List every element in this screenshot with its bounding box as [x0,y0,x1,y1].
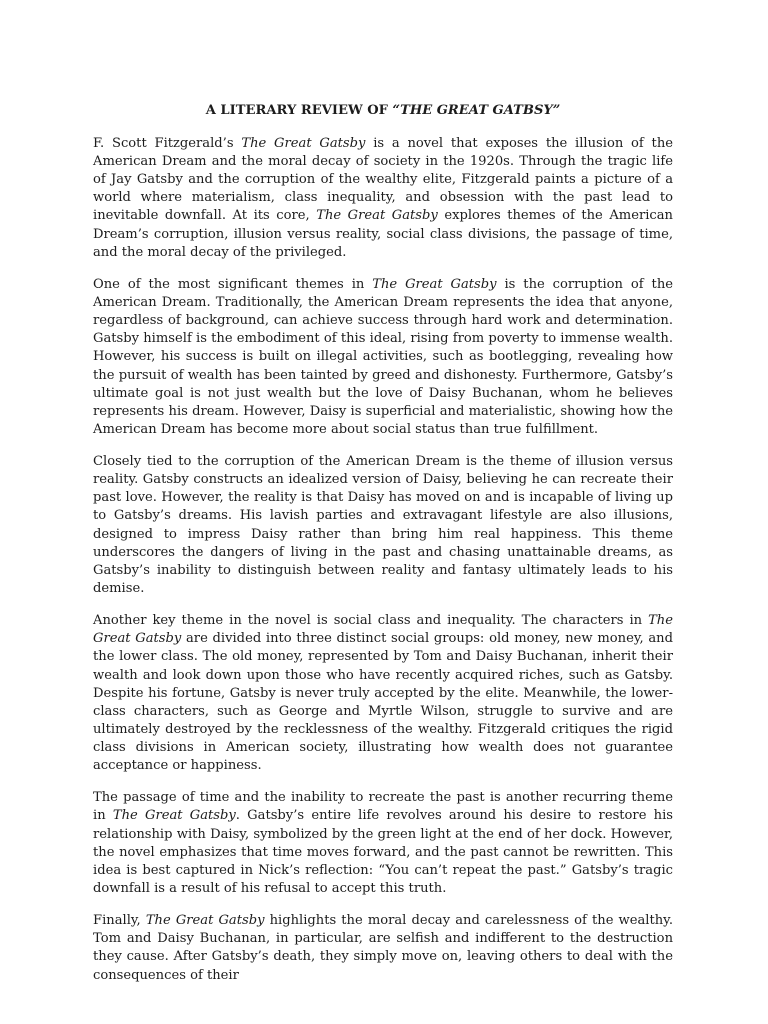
paragraph-text: Finally, [93,913,146,929]
italic-title-text: The Great Gatsby [316,208,438,224]
paragraph-text: One of the most significant themes in [93,277,373,293]
paragraph [93,135,673,262]
paragraph [93,612,673,775]
document-body [93,135,673,985]
document-title [93,102,673,120]
paragraph-text: . Gatsby’s entire life revolves around his desire to restore his relationship with Daisy, symbolized by the green light at the end of her dock. However, the novel emphasizes that time moves forward, and the past cannot be rewritten. This idea is best captured in Nick’s reflection: “You can’t repeat the past.” Gatsby’s tragic downfall is a result of his refusal to accept this truth. [93,808,674,896]
paragraph-text: is the corruption of the American Dream. Traditionally, the American Dream represents the idea that anyone, regardless of background, can achieve success through hard work and determination. Gatsby himself is the embodiment of this ideal, rising from poverty to immense wealth. However, his success is built on illegal activities, such as bootlegging, revealing how the pursuit of wealth has been tainted by greed and dishonesty. Furthermore, Gatsby’s ultimate goal is not just wealth but the love of Daisy Buchanan, whom he believes represents his dream. However, Daisy is superficial and materialistic, showing how the American Dream has become more about social status than true fulfillment. [93,277,673,437]
paragraph-text: is a novel that exposes the illusion of the American Dream and the moral decay of society in the 1920s. Through the tragic life of Jay Gatsby and the corruption of the wealthy elite, Fitzgerald paints a picture of a world where materialism, class inequality, and obsession with the past lead to inevitable downfall. At its core, [93,136,673,224]
paragraph [93,912,673,984]
paragraph-text: are divided into three distinct social groups: old money, new money, and the lower class. The old money, represented by Tom and Daisy Buchanan, inherit their wealth and look down upon those who have recently acquired riches, such as Gatsby. Despite his fortune, Gatsby is never truly accepted by the elite. Meanwhile, the lower-class characters, such as George and Myrtle Wilson, struggle to survive and are ultimately destroyed by the recklessness of the wealthy. Fitzgerald critiques the rigid class divisions in American society, illustrating how wealth does not guarantee acceptance or happiness. [93,631,673,773]
paragraph-text: explores themes of the American Dream’s corruption, illusion versus reality, social class divisions, the passage of time, and the moral decay of the privileged. [93,208,673,260]
paragraph [93,453,673,598]
italic-title-text: The Great Gatsby [93,613,673,647]
italic-title-text: The Great Gatsby [112,808,236,824]
document-page [93,102,673,999]
title-prefix: A LITERARY REVIEW OF [205,103,393,118]
paragraph-text: highlights the moral decay and carelessness of the wealthy. Tom and Daisy Buchanan, in particular, are selfish and indifferent to the destruction they cause. After Gatsby’s death, they simply move on, leaving others to deal with the consequences of their [93,913,673,983]
italic-title-text: The Great Gatsby [145,913,265,929]
paragraph-text: The passage of time and the inability to recreate the past is another recurring theme in [93,790,673,824]
paragraph-text: Closely tied to the corruption of the American Dream is the theme of illusion versus reality. Gatsby constructs an idealized version of Daisy, believing he can recreate their past love. However, the reality is that Daisy has moved on and is incapable of living up to Gatsby’s dreams. His lavish parties and extravagant lifestyle are also illusions, designed to impress Daisy rather than bring him real happiness. This theme underscores the dangers of living in the past and chasing unattainable dreams, as Gatsby’s inability to distinguish between reality and fantasy ultimately leads to his demise. [93,454,673,596]
paragraph [93,789,673,898]
paragraph-text: Another key theme in the novel is social class and inequality. The characters in [93,613,649,629]
italic-title-text: The Great Gatsby [372,277,497,293]
paragraph-text: F. Scott Fitzgerald’s [93,136,242,152]
italic-title-text: The Great Gatsby [241,136,366,152]
paragraph [93,276,673,439]
title-italic: “THE GREAT GATBSY” [392,103,561,118]
